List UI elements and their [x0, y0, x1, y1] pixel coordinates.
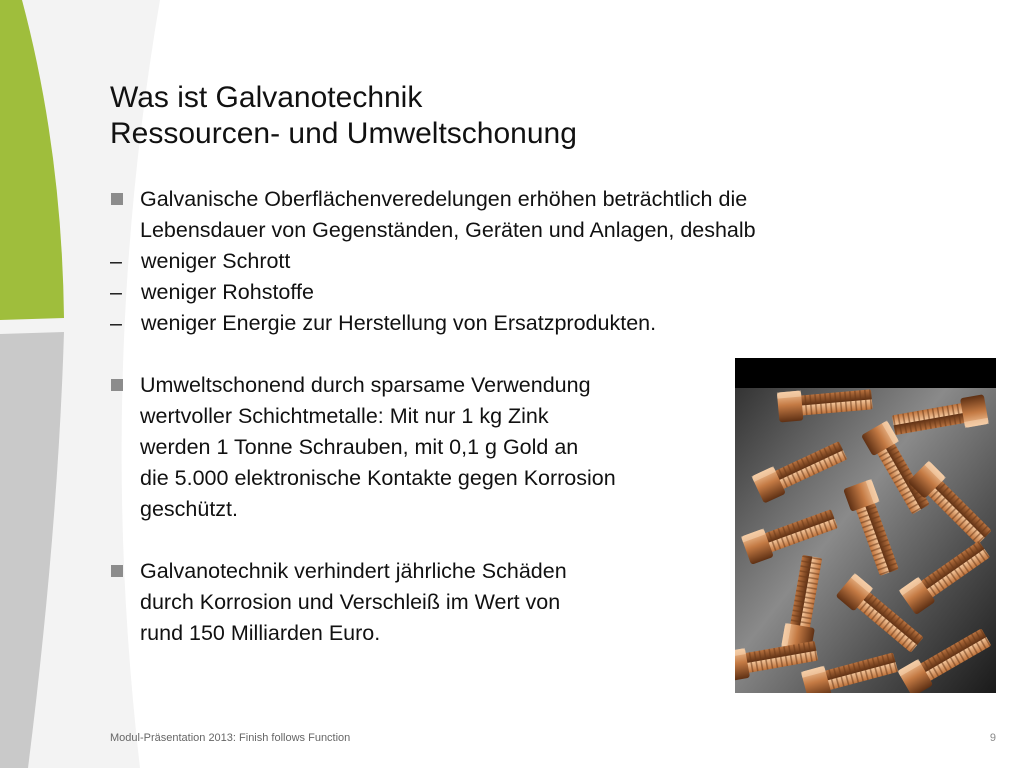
footer-text: Modul-Präsentation 2013: Finish follows Function [110, 732, 351, 744]
bullet-text-line: die 5.000 elektronische Kontakte gegen Korrosion [140, 466, 616, 490]
bullet-text-line: wertvoller Schichtmetalle: Mit nur 1 kg Zink [140, 404, 549, 428]
bullet-text-line: geschützt. [140, 497, 238, 521]
bullet-text-line: werden 1 Tonne Schrauben, mit 0,1 g Gold an [140, 435, 579, 459]
sub-item [110, 277, 890, 308]
square-bullet-icon [111, 565, 123, 577]
bullet-text-line: Umweltschonend durch sparsame Verwendung [140, 373, 591, 397]
dash-icon: – [110, 311, 122, 335]
title-line-2: Ressourcen- und Umweltschonung [110, 117, 577, 150]
sub-item-text: weniger Rohstoffe [141, 280, 314, 304]
page-number: 9 [989, 732, 996, 744]
bullet-item [110, 184, 890, 246]
slide-title [110, 80, 577, 152]
sub-item [110, 246, 890, 277]
bullet-text-line: rund 150 Milliarden Euro. [140, 621, 381, 645]
square-bullet-icon [111, 193, 123, 205]
sub-item [110, 308, 890, 339]
copper-bolts-photo [735, 358, 996, 693]
square-bullet-icon [111, 379, 123, 391]
sub-item-text: weniger Energie zur Herstellung von Ersatzprodukten. [141, 311, 657, 335]
sub-item-text: weniger Schrott [141, 249, 291, 273]
dash-icon: – [110, 280, 122, 304]
bullet-text-line: Galvanische Oberflächenveredelungen erhöhen beträchtlich die [140, 187, 748, 211]
bullet-text-line: durch Korrosion und Verschleiß im Wert von [140, 590, 561, 614]
dash-icon: – [110, 249, 122, 273]
bullet-text-line: Galvanotechnik verhindert jährliche Schäden [140, 559, 567, 583]
bullet-text-line: Lebensdauer von Gegenständen, Geräten und Anlagen, deshalb [140, 218, 756, 242]
title-line-1: Was ist Galvanotechnik [110, 81, 423, 114]
